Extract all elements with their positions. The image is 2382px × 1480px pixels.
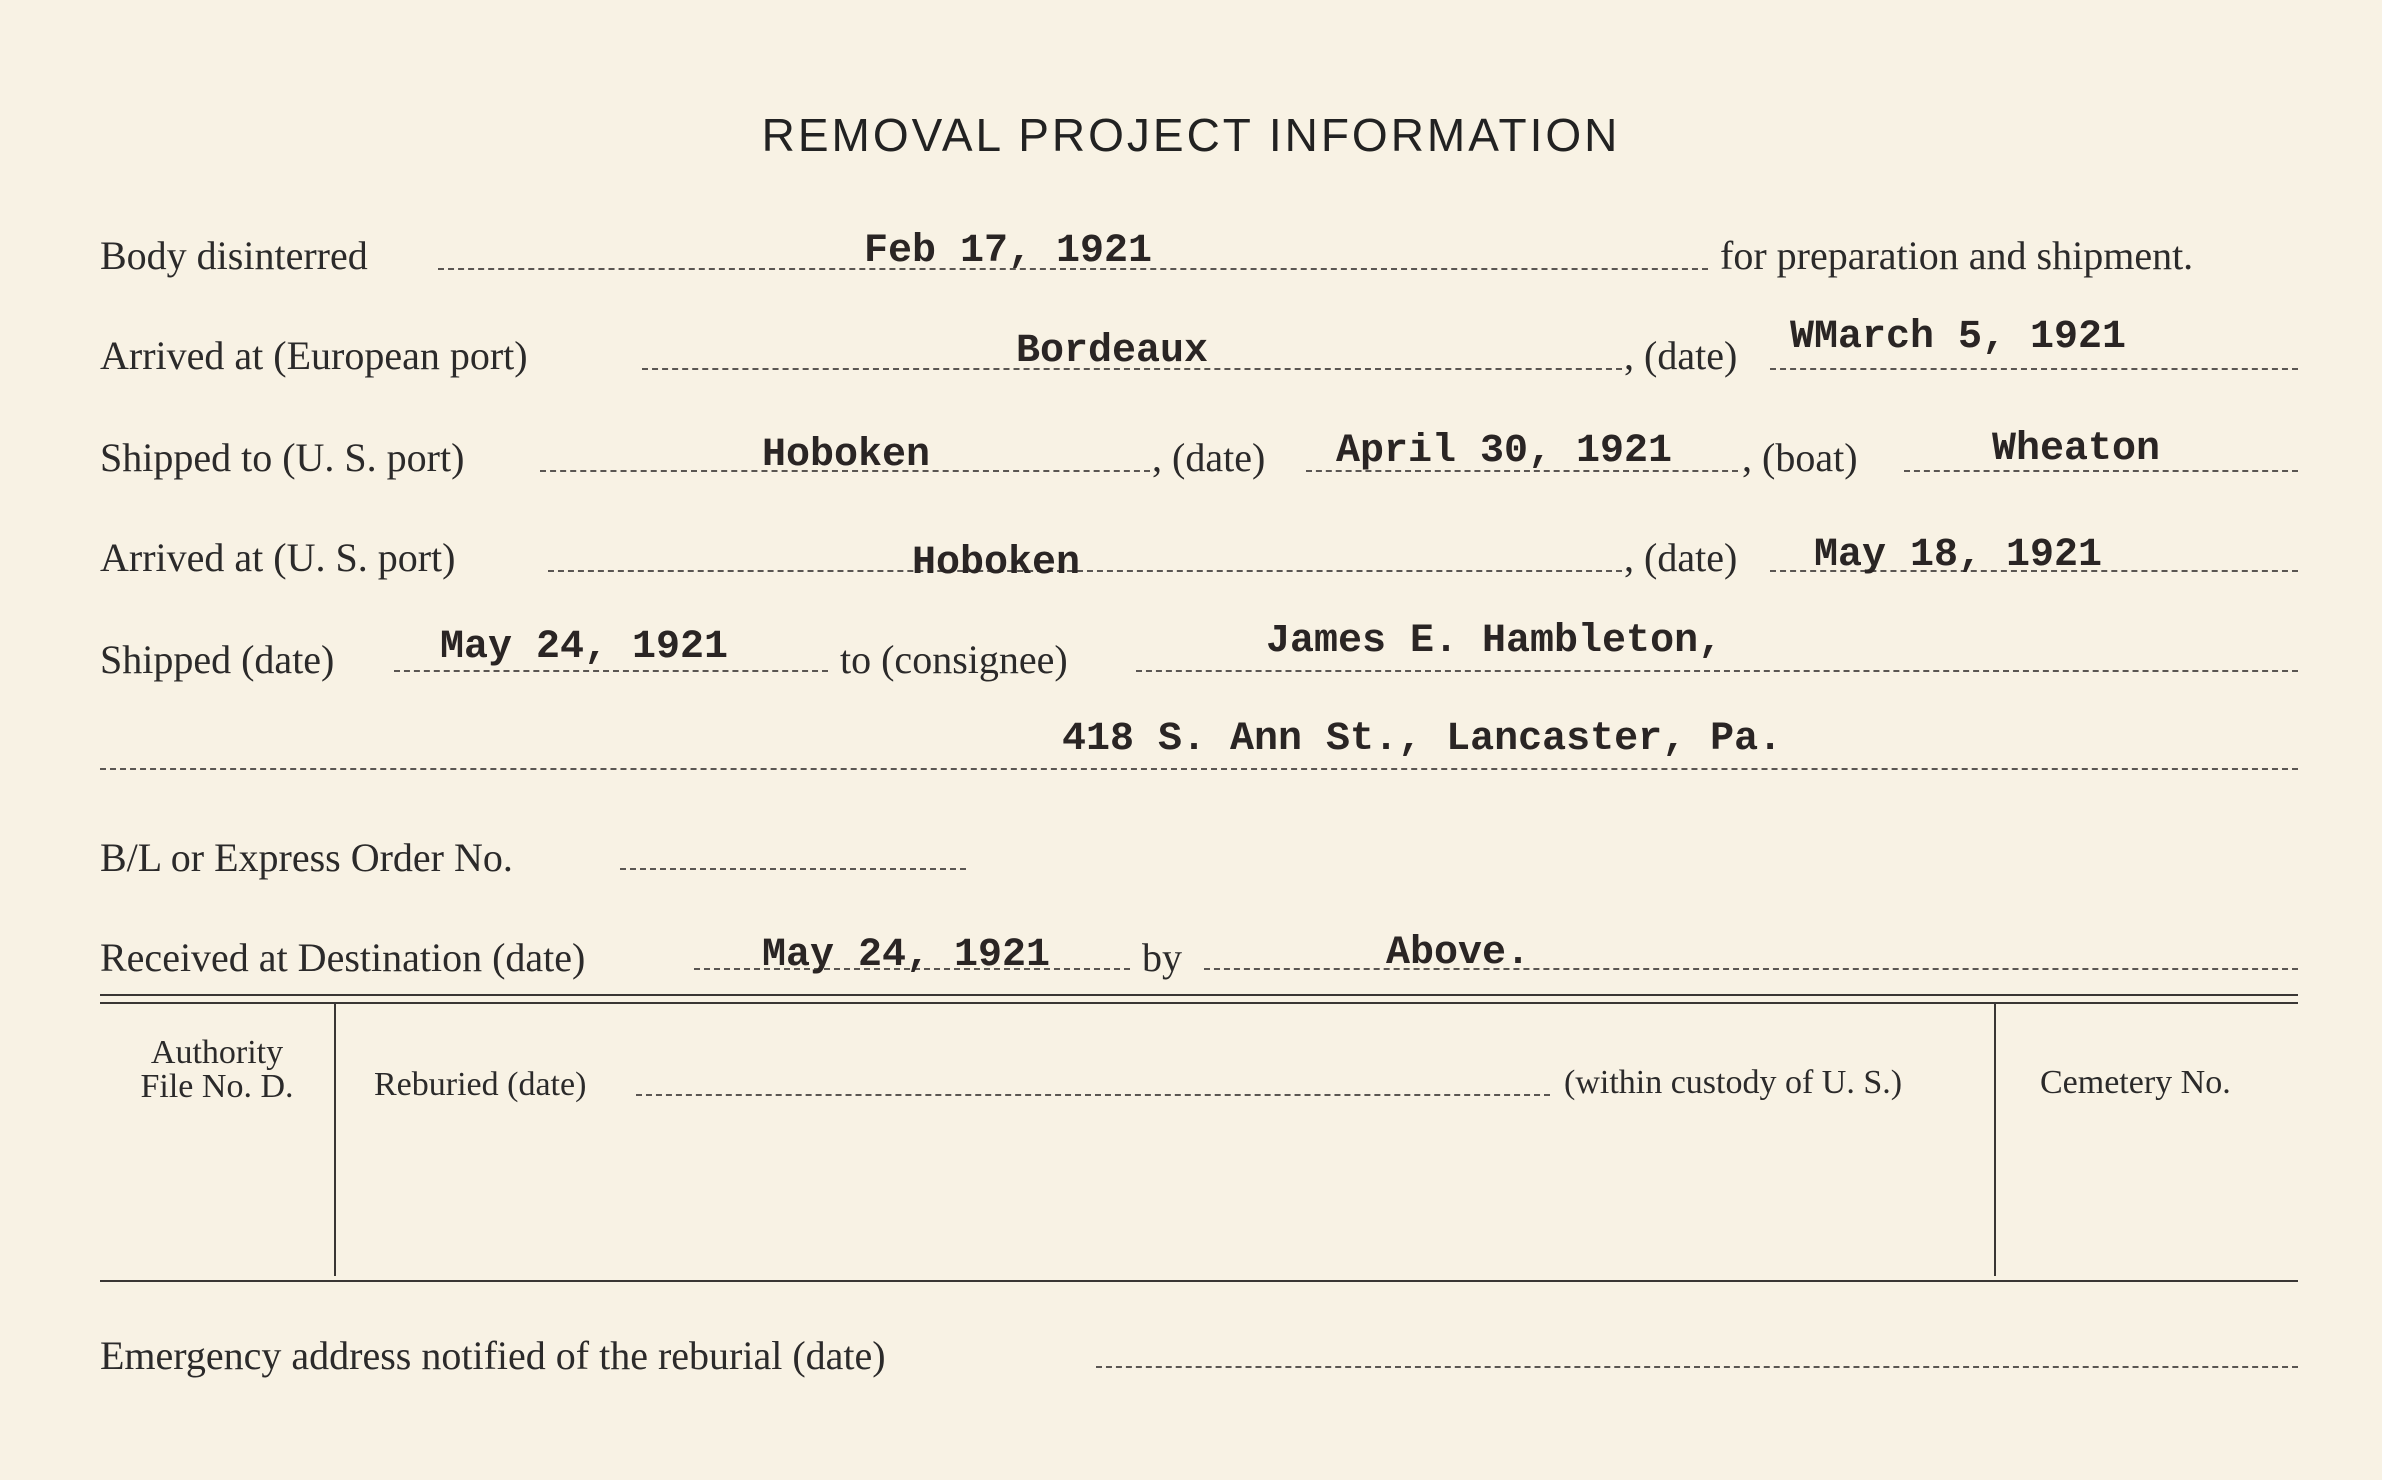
- received-by-value: Above.: [1386, 931, 1531, 976]
- box-top-rule-double: [100, 1002, 2298, 1004]
- cemetery-no-label: Cemetery No.: [2040, 1064, 2231, 1101]
- boat-label: , (boat): [1742, 435, 1858, 480]
- european-date-value: WMarch 5, 1921: [1790, 315, 2127, 360]
- disinterred-date-value: Feb 17, 1921: [864, 229, 1153, 274]
- dotted-line: [394, 670, 828, 672]
- authority-label-line1: Authority: [150, 1034, 284, 1071]
- box-top-rule: [100, 994, 2298, 996]
- boat-value: Wheaton: [1992, 427, 2161, 472]
- emergency-label: Emergency address notified of the reburial (date): [100, 1333, 886, 1378]
- reburied-label: Reburied (date): [374, 1066, 587, 1103]
- custody-label: (within custody of U. S.): [1564, 1064, 1903, 1101]
- bl-order-label: B/L or Express Order No.: [100, 835, 513, 880]
- dotted-line: [620, 868, 966, 870]
- box-divider: [334, 1004, 336, 1276]
- shipped-date-label: , (date): [1152, 435, 1266, 480]
- shipped-on-label: Shipped (date): [100, 637, 335, 682]
- arrived-european-port-label: Arrived at (European port): [100, 333, 528, 378]
- form-title: REMOVAL PROJECT INFORMATION: [761, 109, 1621, 161]
- us-port-shipped-value: Hoboken: [762, 433, 931, 478]
- for-preparation-label: for preparation and shipment.: [1720, 233, 2194, 278]
- arrived-us-date-label: , (date): [1624, 535, 1738, 580]
- dotted-line: [1096, 1366, 2298, 1368]
- received-label: Received at Destination (date): [100, 935, 586, 980]
- european-port-value: Bordeaux: [1016, 329, 1209, 374]
- consignee-label: to (consignee): [840, 637, 1068, 682]
- us-arrived-date-value: May 18, 1921: [1814, 533, 2103, 578]
- received-by-label: by: [1142, 935, 1182, 980]
- consignee-name-value: James E. Hambleton,: [1266, 619, 1723, 664]
- dotted-line: [1204, 968, 2298, 970]
- european-date-label: , (date): [1624, 333, 1738, 378]
- authority-label-line2: File No. D.: [140, 1068, 294, 1105]
- dotted-line: [1770, 368, 2298, 370]
- dotted-line: [1136, 670, 2298, 672]
- consignee-address-value: 418 S. Ann St., Lancaster, Pa.: [1062, 717, 1783, 762]
- dotted-line: [100, 768, 2298, 770]
- dotted-line: [636, 1094, 1550, 1096]
- shipped-on-value: May 24, 1921: [440, 625, 729, 670]
- received-date-value: May 24, 1921: [762, 933, 1051, 978]
- shipped-us-port-label: Shipped to (U. S. port): [100, 435, 465, 480]
- arrived-us-port-label: Arrived at (U. S. port): [100, 535, 456, 580]
- body-disinterred-label: Body disinterred: [100, 233, 368, 278]
- us-port-arrived-value: Hoboken: [912, 541, 1081, 586]
- box-divider: [1994, 1004, 1996, 1276]
- shipped-date-value: April 30, 1921: [1336, 429, 1673, 474]
- box-bottom-rule: [100, 1280, 2298, 1282]
- dotted-line: [548, 570, 1622, 572]
